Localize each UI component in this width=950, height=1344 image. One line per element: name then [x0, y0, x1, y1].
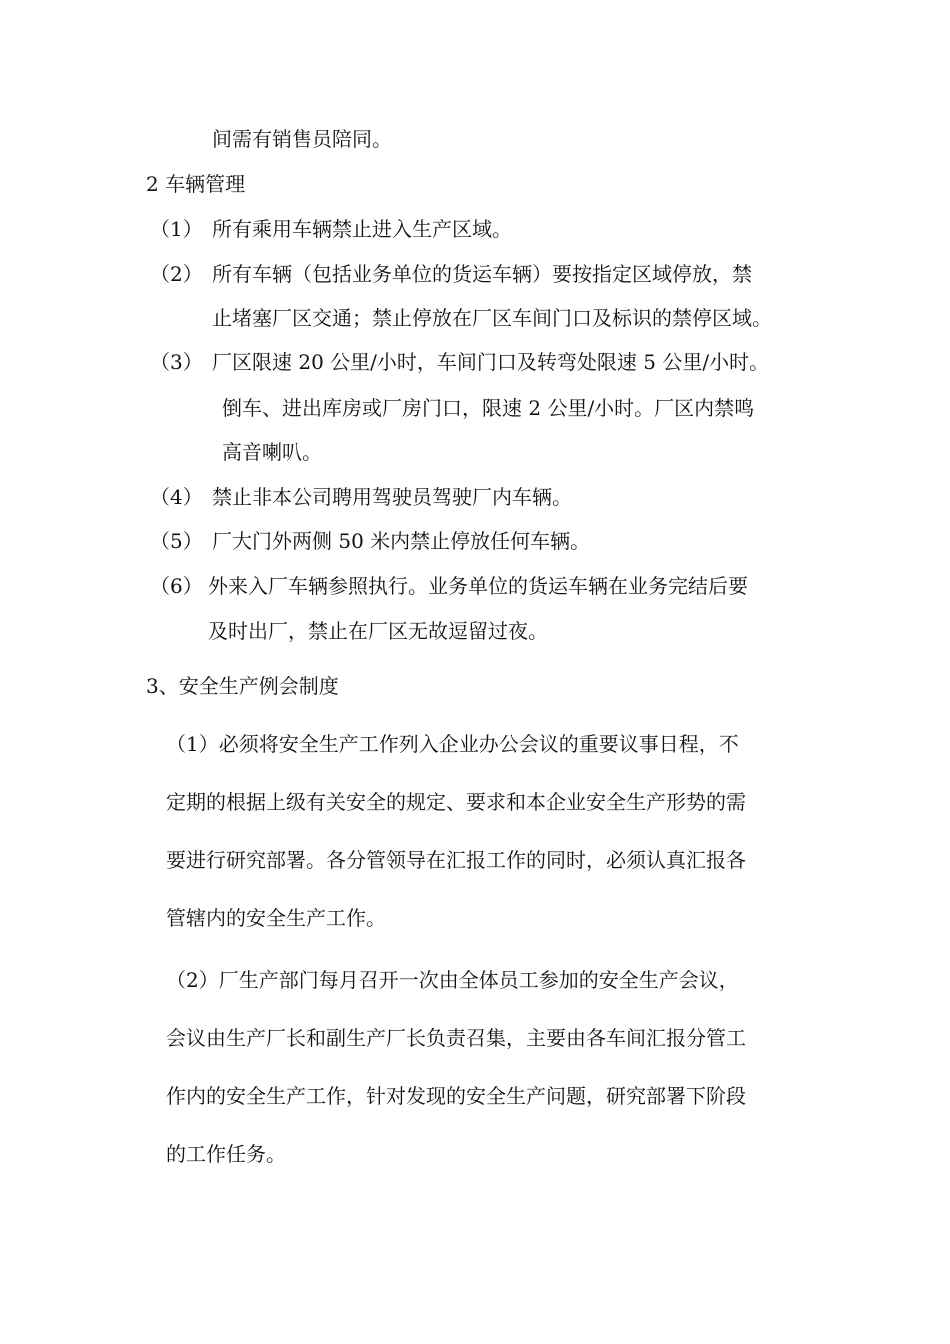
item-1-line-1: 所有乘用车辆禁止进入生产区域。 — [212, 217, 512, 241]
item-5-line-1: 厂大门外两侧 50 米内禁止停放任何车辆。 — [212, 529, 591, 553]
item-2-line-1: 所有车辆（包括业务单位的货运车辆）要按指定区域停放，禁 — [212, 262, 752, 286]
item-2-number: （2） — [150, 262, 203, 286]
item-3-number: （3） — [150, 350, 203, 374]
continuation-line: 间需有销售员陪同。 — [212, 127, 392, 151]
item-3-line-1: 厂区限速 20 公里/小时，车间门口及转弯处限速 5 公里/小时。 — [212, 350, 770, 374]
section-3-heading: 3、安全生产例会制度 — [146, 674, 339, 698]
item-5-number: （5） — [150, 529, 203, 553]
paragraph-1-line-2: 定期的根据上级有关安全的规定、要求和本企业安全生产形势的需 — [166, 790, 746, 814]
item-6-line-2: 及时出厂，禁止在厂区无故逗留过夜。 — [208, 619, 548, 643]
paragraph-2-line-2: 会议由生产厂长和副生产厂长负责召集，主要由各车间汇报分管工 — [166, 1026, 746, 1050]
item-6-number: （6） — [150, 574, 203, 598]
paragraph-2-line-4: 的工作任务。 — [166, 1142, 286, 1166]
item-4-number: （4） — [150, 485, 203, 509]
paragraph-2-line-3: 作内的安全生产工作，针对发现的安全生产问题，研究部署下阶段 — [166, 1084, 746, 1108]
item-6-line-1: 外来入厂车辆参照执行。业务单位的货运车辆在业务完结后要 — [208, 574, 748, 598]
paragraph-2-line-1: （2）厂生产部门每月召开一次由全体员工参加的安全生产会议， — [166, 968, 739, 992]
paragraph-1-line-4: 管辖内的安全生产工作。 — [166, 906, 386, 930]
paragraph-1-line-3: 要进行研究部署。各分管领导在汇报工作的同时，必须认真汇报各 — [166, 848, 746, 872]
item-3-line-3: 高音喇叭。 — [222, 440, 322, 464]
paragraph-1-line-1: （1）必须将安全生产工作列入企业办公会议的重要议事日程，不 — [166, 732, 739, 756]
section-2-heading: 2 车辆管理 — [146, 172, 246, 196]
item-1-number: （1） — [150, 217, 203, 241]
item-2-line-2: 止堵塞厂区交通；禁止停放在厂区车间门口及标识的禁停区域。 — [212, 306, 772, 330]
item-3-line-2: 倒车、进出库房或厂房门口，限速 2 公里/小时。厂区内禁鸣 — [222, 396, 755, 420]
item-4-line-1: 禁止非本公司聘用驾驶员驾驶厂内车辆。 — [212, 485, 572, 509]
